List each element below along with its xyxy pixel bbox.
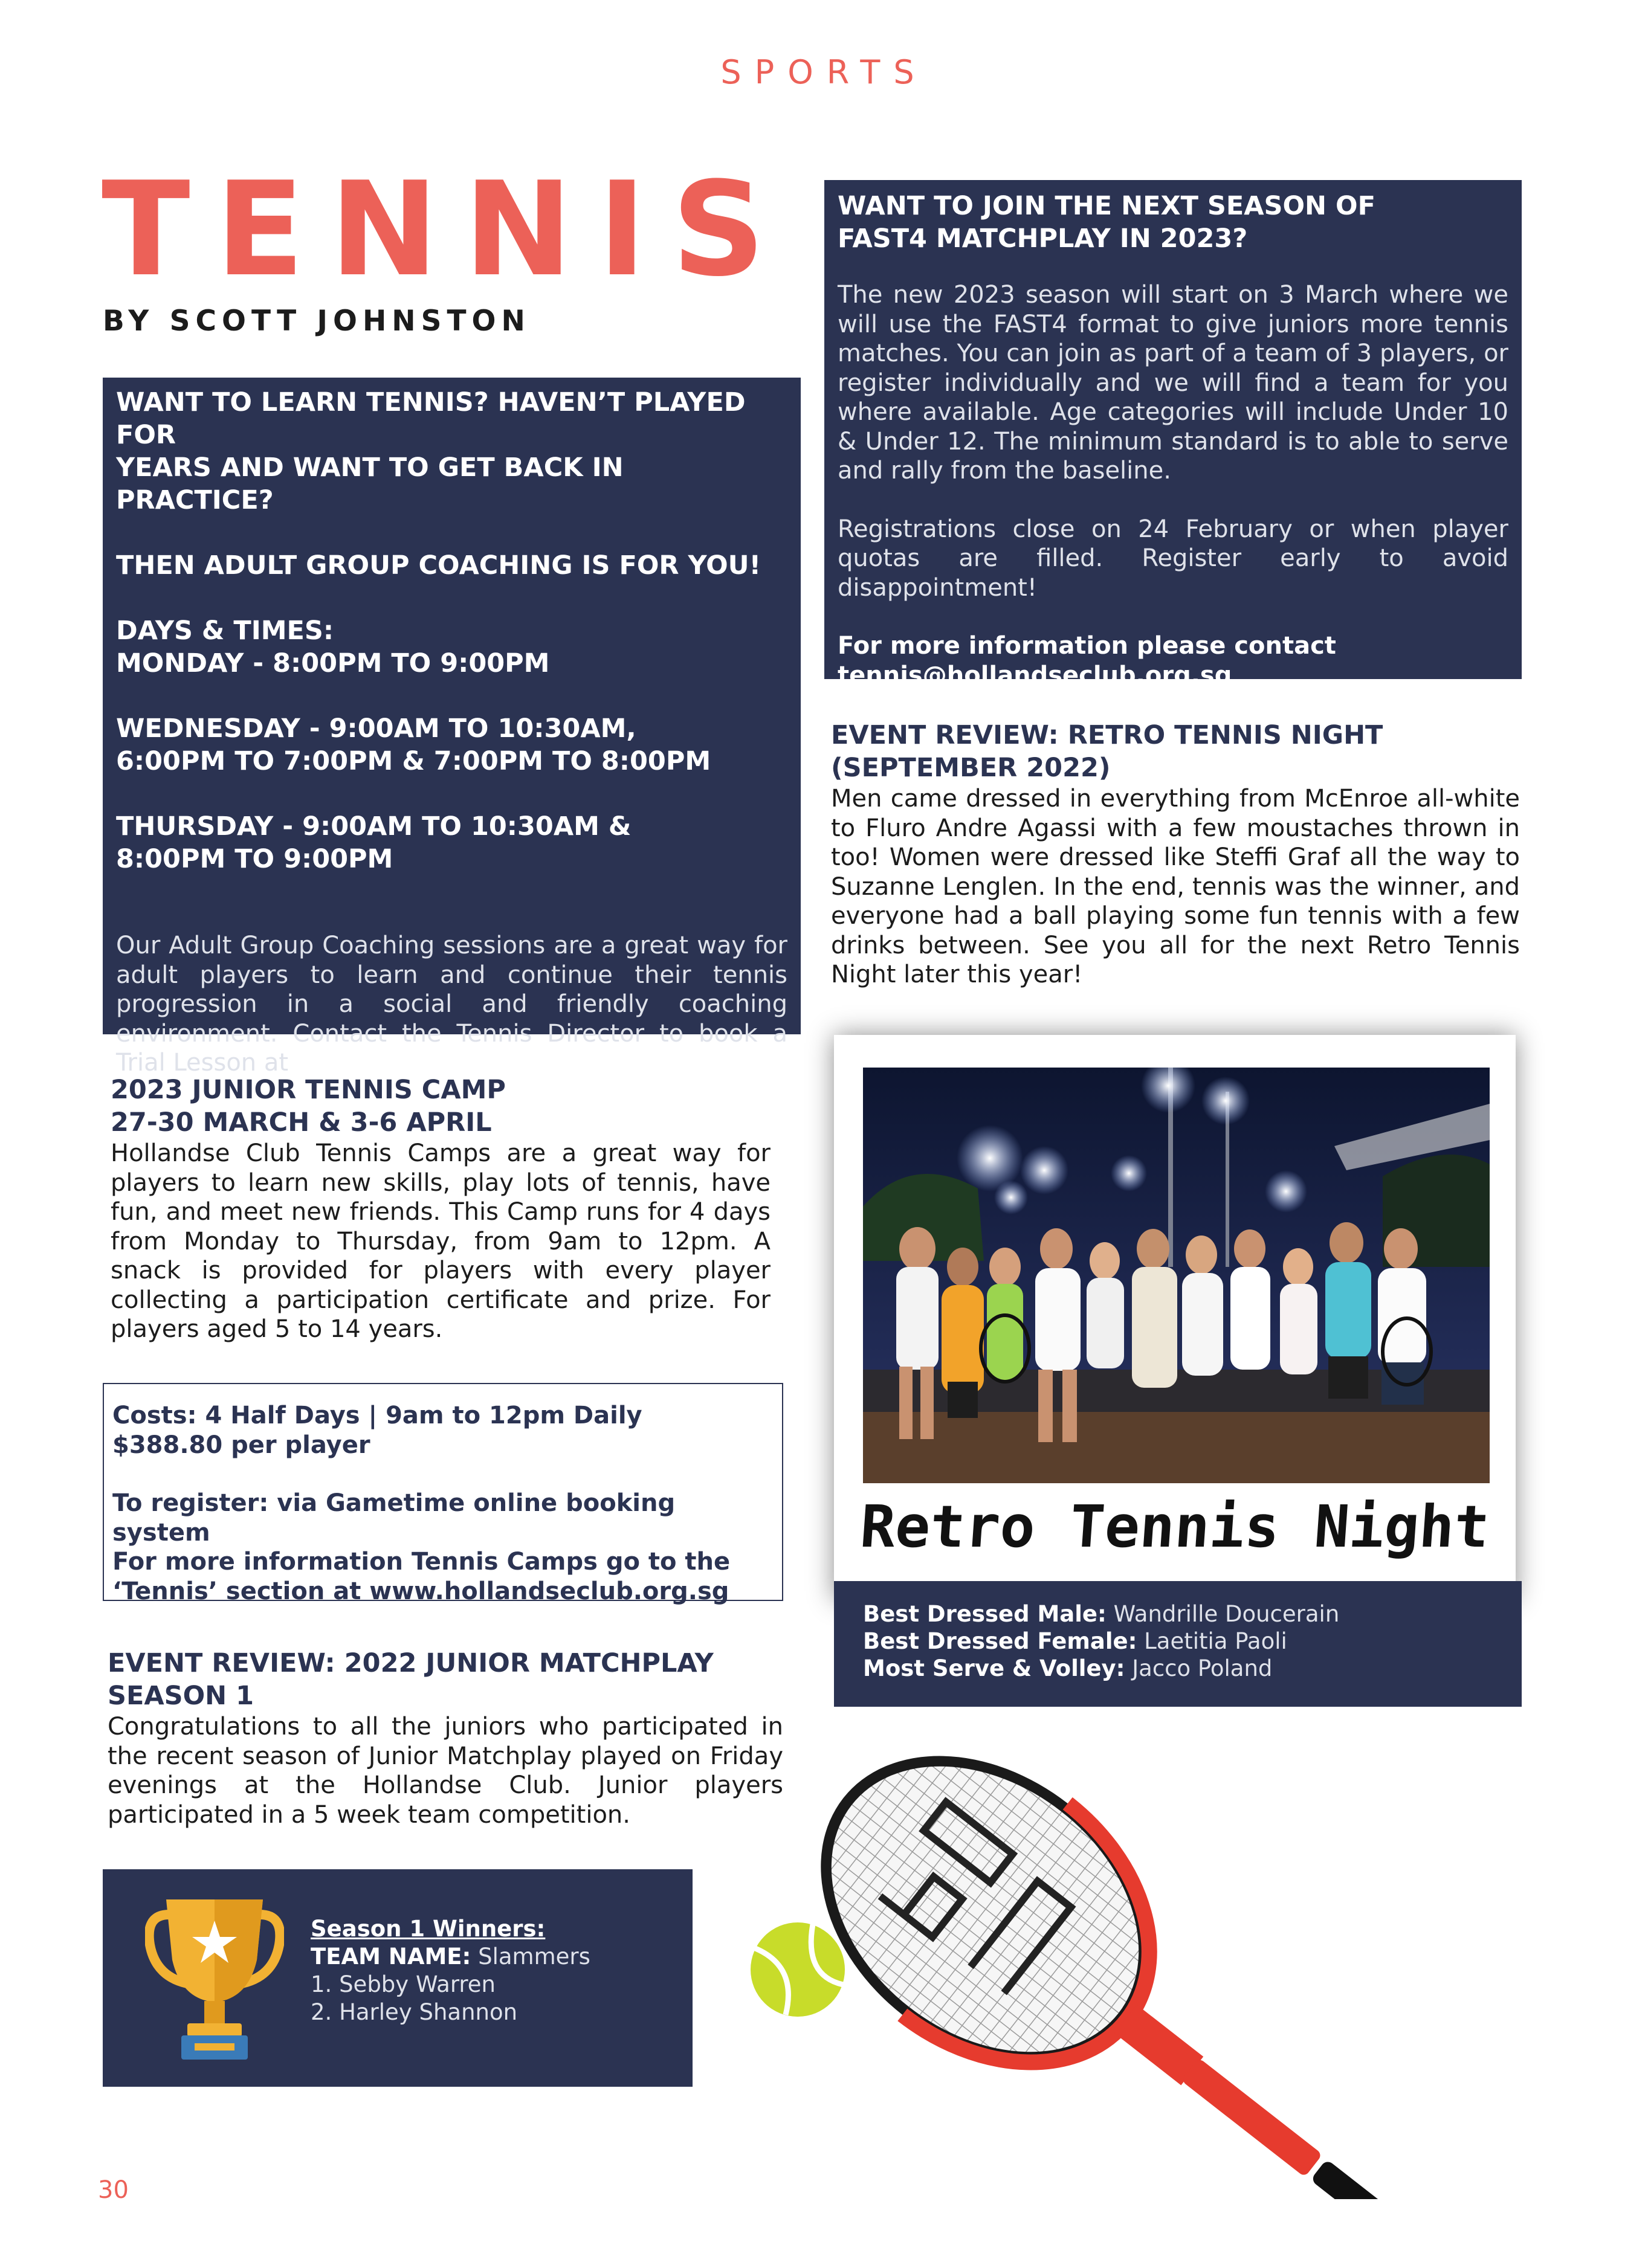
adult-heading-line-1: WANT TO LEARN TENNIS? HAVEN’T PLAYED FOR [116,387,746,450]
winners-team [311,1943,590,1971]
winners-box [103,1869,693,2087]
matchplay-heading-1: EVENT REVIEW: 2022 JUNIOR MATCHPLAY [108,1648,714,1678]
award-line-2 [863,1628,1493,1655]
award-value-3: Jacco Poland [1125,1655,1273,1681]
award-label-2: Best Dressed Female: [863,1628,1137,1654]
award-value-1: Wandrille Doucerain [1106,1601,1340,1627]
award-line-3 [863,1655,1493,1682]
polaroid-photo [834,1035,1516,1600]
camp-body: Hollandse Club Tennis Camps are a great way for players to learn new skills, play lots of tennis, have fun, and meet new friends. This Camp runs for 4 days from Monday to Thursday, from 9am to 12pm. A snack is provided for players with every player collecting a participation certificate and prize. For players aged 5 to 14 years. [111,1139,771,1343]
fast4-contact-label: For more information please contact [838,632,1336,660]
fast4-box [824,180,1522,689]
photo-caption: Retro Tennis Night [858,1493,1492,1561]
costs-line-3: To register: via Gametime online booking system [112,1489,676,1547]
costs-line-5[interactable]: ‘Tennis’ section at www.hollandseclub.org.sg [112,1577,729,1605]
junior-matchplay-section [108,1647,783,1829]
page-number: 30 [98,2176,129,2204]
adult-coaching-box [103,378,801,1077]
winner-player-2: 2. Harley Shannon [311,1999,518,2025]
adult-heading-line-2: YEARS AND WANT TO GET BACK IN PRACTICE? [116,453,624,515]
award-label-3: Most Serve & Volley: [863,1655,1125,1681]
wednesday-times-1: WEDNESDAY - 9:00AM TO 10:30AM, [116,714,636,744]
fast4-para-1: The new 2023 season will start on 3 March where we will use the FAST4 format to give juniors more tennis matches. You can join as part of a team of 3 players, or register individually and we will find a team for you where available. Age categories will include Under 10 & Under 12. The minimum standard is to able to serve and rally from the baseline. [838,281,1508,485]
fast4-heading-1: WANT TO JOIN THE NEXT SEASON OF [838,191,1375,221]
junior-camp-section [111,1074,771,1344]
page-title: TENNIS [102,153,791,305]
tennis-racket-icon [749,1728,1493,2199]
award-value-2: Laetitia Paoli [1137,1628,1287,1654]
thursday-times-1: THURSDAY - 9:00AM TO 10:30AM & [116,811,632,842]
winners-title: Season 1 Winners: [311,1916,546,1942]
team-value: Slammers [471,1944,590,1970]
award-label-1: Best Dressed Male: [863,1601,1107,1627]
winner-player-1: 1. Sebby Warren [311,1971,496,1997]
fast4-para-2: Registrations close on 24 February or when player quotas are filled. Register early to avoid disappointment! [838,515,1508,602]
retro-heading-2: (SEPTEMBER 2022) [831,753,1111,783]
winners-text [311,1915,590,2026]
awards-box [834,1581,1522,1707]
wednesday-times-2: 6:00PM TO 7:00PM & 7:00PM TO 8:00PM [116,746,711,776]
byline: BY SCOTT JOHNSTON [103,304,531,338]
retro-review-section [831,719,1520,990]
trophy-icon [145,1887,284,2063]
costs-box [103,1383,783,1605]
matchplay-body: Congratulations to all the juniors who participated in the recent season of Junior Matchplay played on Friday evenings at the Hollandse Club. Junior players participated in a 5 week team competition. [108,1713,783,1829]
camp-heading-2: 27-30 MARCH & 3-6 APRIL [111,1107,492,1138]
matchplay-heading-2: SEASON 1 [108,1681,254,1711]
fast4-heading-2: FAST4 MATCHPLAY IN 2023? [838,224,1248,254]
adult-body-text: Our Adult Group Coaching sessions are a great way for adult players to learn and continue their tennis progression in a social and friendly coaching environment. Contact the Tennis Director to book a Trial Lesson at [116,932,787,1077]
costs-line-4: For more information Tennis Camps go to the [112,1548,731,1576]
thursday-times-2: 8:00PM TO 9:00PM [116,844,393,874]
costs-line-1: Costs: 4 Half Days | 9am to 12pm Daily [112,1402,642,1429]
days-times-label: DAYS & TIMES: [116,616,334,646]
award-line-1 [863,1600,1493,1628]
adult-coaching-body [116,931,787,1078]
fast4-contact-email[interactable]: tennis@hollandseclub.org.sg [838,661,1232,689]
section-label: SPORTS [720,53,928,91]
monday-times: MONDAY - 8:00PM TO 9:00PM [116,648,550,678]
group-photo [863,1068,1490,1483]
retro-heading-1: EVENT REVIEW: RETRO TENNIS NIGHT [831,720,1383,750]
adult-cta: THEN ADULT GROUP COACHING IS FOR YOU! [116,550,761,581]
costs-line-2: $388.80 per player [112,1431,370,1459]
adult-contact-email[interactable]: tennis@hollandseclub.org.sg. [296,1049,700,1077]
camp-heading-1: 2023 JUNIOR TENNIS CAMP [111,1075,506,1105]
retro-body: Men came dressed in everything from McEnroe all-white to Fluro Andre Agassi with a few moustaches thrown in too! Women were dressed like Steffi Graf all the way to Suzanne Lenglen. In the end, tennis was the winner, and everyone had a ball playing some fun tennis with a few drinks between. See you all for the next Retro Tennis Night later this year! [831,785,1520,988]
team-label: TEAM NAME: [311,1944,471,1970]
